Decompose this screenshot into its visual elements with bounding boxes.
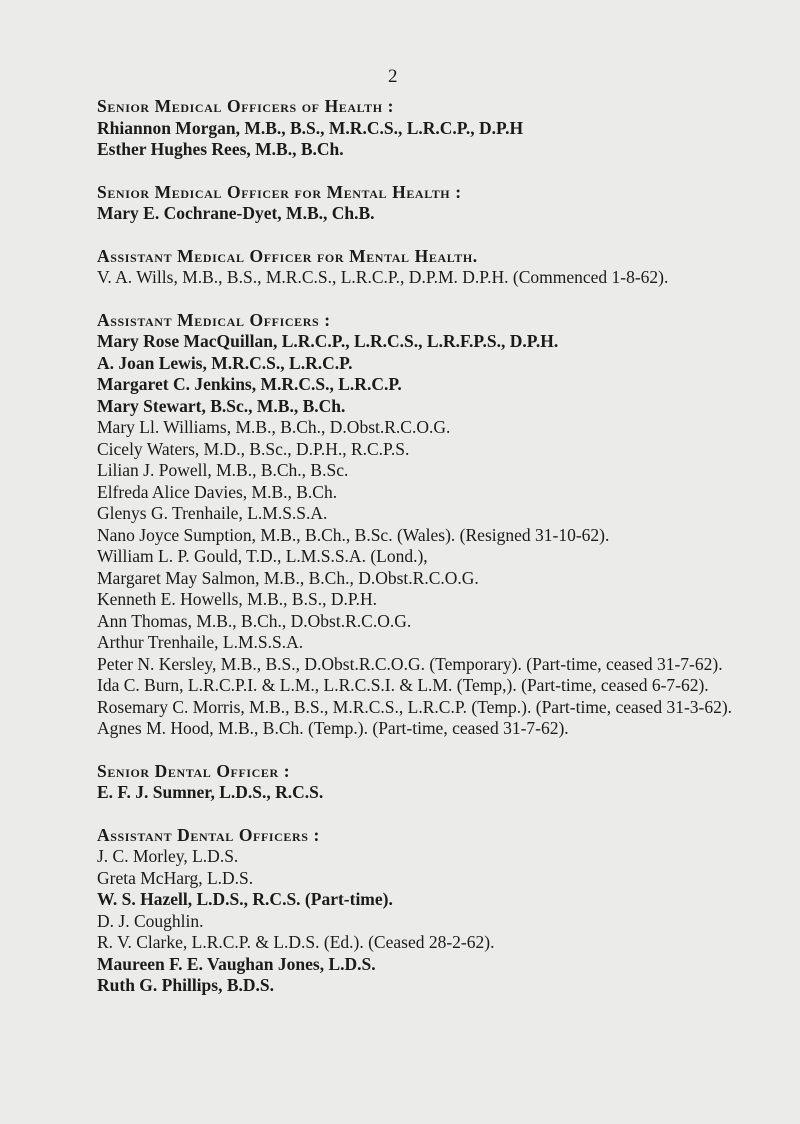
list-item: Agnes M. Hood, M.B., B.Ch. (Temp.). (Part-time, ceased 31-7-62). xyxy=(97,718,569,738)
section-senior-medical-officers xyxy=(97,96,767,161)
section-heading: Assistant Dental Officers : xyxy=(97,824,320,845)
list-item: D. J. Coughlin. xyxy=(97,910,204,931)
list-item: W. S. Hazell, L.D.S., R.C.S. (Part-time). xyxy=(97,889,393,909)
list-item: V. A. Wills, M.B., B.S., M.R.C.S., L.R.C.P., D.P.M. D.P.H. (Commenced 1-8-62). xyxy=(97,267,669,287)
section-heading: Assistant Medical Officer for Mental Health. xyxy=(97,245,478,266)
list-item: R. V. Clarke, L.R.C.P. & L.D.S. (Ed.). (Ceased 28-2-62). xyxy=(97,932,495,952)
list-item: Elfreda Alice Davies, M.B., B.Ch. xyxy=(97,481,338,502)
entry-list xyxy=(97,203,767,225)
section-assistant-medical-officers xyxy=(97,310,767,740)
entry-list xyxy=(97,331,767,740)
list-item: Ida C. Burn, L.R.C.P.I. & L.M., L.R.C.S.I. & L.M. (Temp,). (Part-time, ceased 6-7-62). xyxy=(97,675,709,695)
list-item: William L. P. Gould, T.D., L.M.S.S.A. (Lond.), xyxy=(97,546,428,566)
list-item: Ruth G. Phillips, B.D.S. xyxy=(97,975,274,995)
list-item: Greta McHarg, L.D.S. xyxy=(97,867,254,888)
list-item: E. F. J. Sumner, L.D.S., R.C.S. xyxy=(97,782,324,802)
list-item: A. Joan Lewis, M.R.C.S., L.R.C.P. xyxy=(97,352,353,373)
section-heading: Senior Dental Officer : xyxy=(97,760,291,781)
entry-list xyxy=(97,118,767,161)
list-item: Nano Joyce Sumption, M.B., B.Ch., B.Sc. (Wales). (Resigned 31-10-62). xyxy=(97,524,610,545)
list-item: Mary E. Cochrane-Dyet, M.B., Ch.B. xyxy=(97,203,375,223)
entry-list xyxy=(97,782,767,804)
section-heading: Assistant Medical Officers : xyxy=(97,309,331,330)
section-assistant-dental-officers xyxy=(97,825,767,997)
list-item: Mary Ll. Williams, M.B., B.Ch., D.Obst.R.C.O.G. xyxy=(97,417,451,437)
list-item: Peter N. Kersley, M.B., B.S., D.Obst.R.C.O.G. (Temporary). (Part-time, ceased 31-7-62). xyxy=(97,653,723,674)
list-item: Mary Stewart, B.Sc., M.B., B.Ch. xyxy=(97,395,346,416)
list-item: Glenys G. Trenhaile, L.M.S.S.A. xyxy=(97,503,328,523)
list-item: Margaret C. Jenkins, M.R.C.S., L.R.C.P. xyxy=(97,374,402,394)
list-item: Maureen F. E. Vaughan Jones, L.D.S. xyxy=(97,953,376,974)
list-item: Mary Rose MacQuillan, L.R.C.P., L.R.C.S., L.R.F.P.S., D.P.H. xyxy=(97,331,559,351)
list-item: Rosemary C. Morris, M.B., B.S., M.R.C.S., L.R.C.P. (Temp.). (Part-time, ceased 31-3-62). xyxy=(97,696,733,717)
list-item: J. C. Morley, L.D.S. xyxy=(97,846,239,866)
section-senior-dental-officer xyxy=(97,761,767,804)
page-number: 2 xyxy=(388,66,398,87)
section-heading: Senior Medical Officer for Mental Health : xyxy=(97,181,462,202)
list-item: Rhiannon Morgan, M.B., B.S., M.R.C.S., L.R.C.P., D.P.H xyxy=(97,117,524,138)
list-item: Ann Thomas, M.B., B.Ch., D.Obst.R.C.O.G. xyxy=(97,610,412,631)
staff-list xyxy=(97,96,767,1018)
section-senior-mental-health xyxy=(97,182,767,225)
list-item: Arthur Trenhaile, L.M.S.S.A. xyxy=(97,632,304,652)
list-item: Esther Hughes Rees, M.B., B.Ch. xyxy=(97,139,344,159)
section-assistant-mental-health xyxy=(97,246,767,289)
entry-list xyxy=(97,267,767,289)
list-item: Kenneth E. Howells, M.B., B.S., D.P.H. xyxy=(97,589,378,609)
section-heading: Senior Medical Officers of Health : xyxy=(97,96,395,116)
list-item: Cicely Waters, M.D., B.Sc., D.P.H., R.C.P.S. xyxy=(97,438,410,459)
entry-list xyxy=(97,846,767,997)
list-item: Margaret May Salmon, M.B., B.Ch., D.Obst.R.C.O.G. xyxy=(97,567,479,588)
list-item: Lilian J. Powell, M.B., B.Ch., B.Sc. xyxy=(97,460,349,480)
